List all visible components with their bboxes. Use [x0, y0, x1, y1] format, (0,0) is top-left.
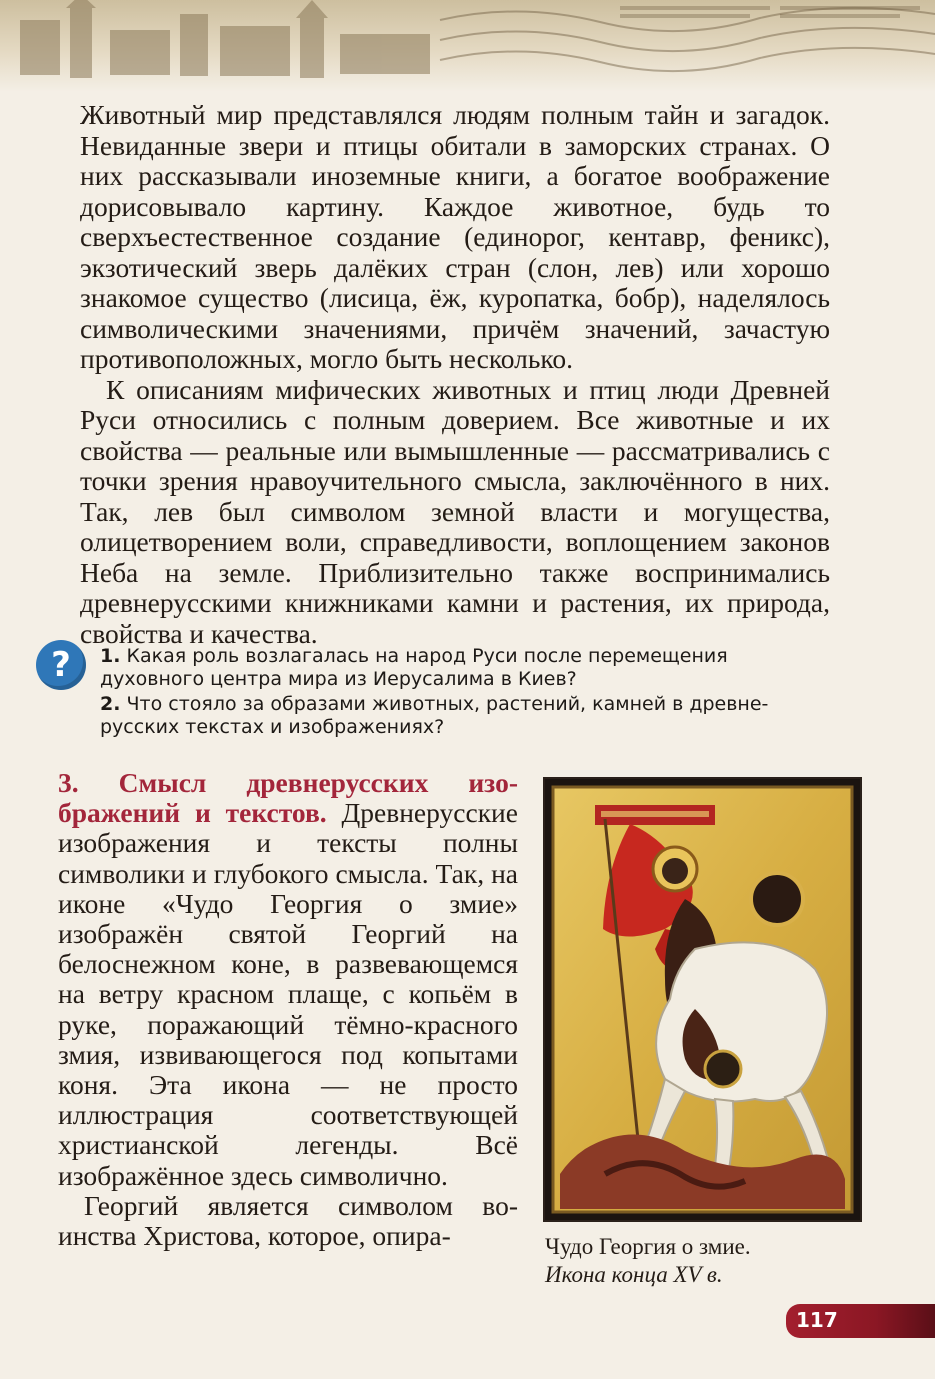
caption-title: Чудо Георгия о змие.: [545, 1234, 751, 1259]
questions-list: [100, 645, 835, 741]
question-mark-icon: ?: [36, 640, 86, 690]
section-paragraph-1: 3. Смысл древнерусских изображений и текстов. Древнерусские изображения и тексты полны символики и глубокого смысла. Так, на иконе «Чудо Георгия о змие» изображён святой Георгий на белоснежном коне, в развевающемся на ветру красном плаще, с копьём в руке, поражающий тёмно-красного змия, извивающегося под копытами коня. Эта икона — не просто иллюстрация соответствующей христианской легенды. Всё изображённое здесь символично.: [58, 767, 518, 1191]
main-text: [80, 100, 830, 649]
header-manuscript-art: [0, 0, 935, 92]
body-paragraph-2: К описаниям мифических животных и птиц люди Древней Руси относились с полным доверием. Все животные и их свойства — реальные или вымышленные — рассматривались с точки зрения нравоучительного смысла, заключённого в них. Так, лев был символом земной власти и могущества, олицетворением воли, справедливости, воплощением законов Неба на земле. Приблизительно также воспринимались древнерусскими книжниками камни и растения, их природа, свойства и качества.: [80, 373, 830, 649]
section-paragraph-2: Георгий является символом воинства Христова, которое, опира-: [58, 1189, 518, 1252]
body-paragraph-1: Животный мир представлялся людям полным тайн и загадок. Невиданные звери и птицы обитали в заморских странах. О них рассказывали иноземные книги, а богатое воображение дорисовывало картину. Каждое животное, будь то сверхъестественное создание (единорог, кентавр, феникс), экзотический зверь далёких стран (слон, лев) или хорошо знакомое существо (лисица, ёж, куропатка, бобр), наделялось символическими значениями, причём значений, зачастую противоположных, могло быть несколько.: [80, 99, 830, 374]
caption-date: Икона конца XV в.: [545, 1262, 723, 1287]
st-george-icon-image: [545, 779, 860, 1220]
page-number: 117: [796, 1308, 838, 1332]
section-heading: 3. Смысл древнерусских изображений и текстов.: [58, 767, 518, 829]
question-1: 1. Какая роль возлагалась на народ Руси после перемещения духовного центра мира из Иерусалима в Киев?: [100, 645, 728, 690]
illustration-caption: [545, 1233, 865, 1289]
icon-illustration: [545, 779, 860, 1220]
decorative-header-illustration: [0, 0, 935, 92]
section-3: [58, 768, 518, 1251]
question-2: 2. Что стояло за образами животных, растений, камней в древнерусских текстах и изображениях?: [100, 693, 769, 738]
